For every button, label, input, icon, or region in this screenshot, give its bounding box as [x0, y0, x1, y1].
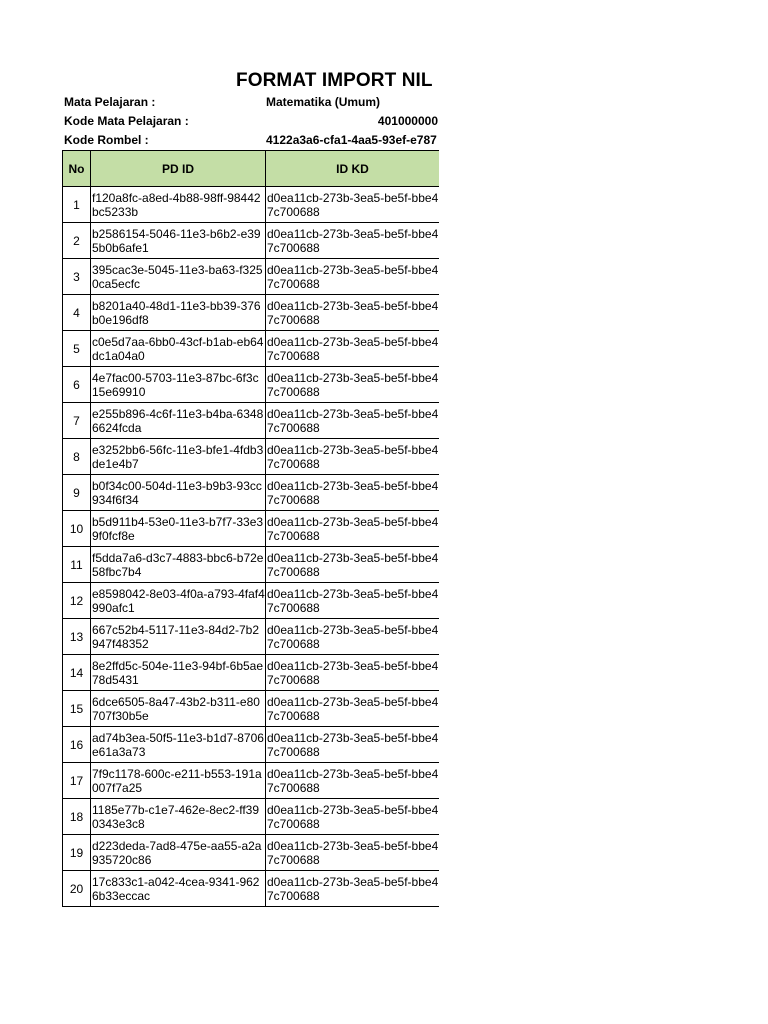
- table-row: [63, 187, 440, 223]
- cell-no: 7: [63, 403, 91, 439]
- cell-no: 1: [63, 187, 91, 223]
- header-pd-id: PD ID: [91, 151, 266, 187]
- cell-pd-id: d223deda-7ad8-475e-aa55-a2a935720c86: [91, 835, 266, 871]
- cell-id-kd: d0ea11cb-273b-3ea5-be5f-bbe47c700688: [266, 295, 440, 331]
- cell-pd-id: 6dce6505-8a47-43b2-b311-e80707f30b5e: [91, 691, 266, 727]
- cell-id-kd: d0ea11cb-273b-3ea5-be5f-bbe47c700688: [266, 223, 440, 259]
- cell-id-kd: d0ea11cb-273b-3ea5-be5f-bbe47c700688: [266, 475, 440, 511]
- table-body: [63, 187, 440, 907]
- cell-pd-id: b5d911b4-53e0-11e3-b7f7-33e39f0fcf8e: [91, 511, 266, 547]
- cell-pd-id: 17c833c1-a042-4cea-9341-9626b33eccac: [91, 871, 266, 907]
- table-row: [63, 619, 440, 655]
- cell-pd-id: 1185e77b-c1e7-462e-8ec2-ff390343e3c8: [91, 799, 266, 835]
- cell-id-kd: d0ea11cb-273b-3ea5-be5f-bbe47c700688: [266, 691, 440, 727]
- cell-no: 19: [63, 835, 91, 871]
- table-row: [63, 547, 440, 583]
- table-row: [63, 835, 440, 871]
- cell-no: 4: [63, 295, 91, 331]
- cell-id-kd: d0ea11cb-273b-3ea5-be5f-bbe47c700688: [266, 655, 440, 691]
- cell-pd-id: 4e7fac00-5703-11e3-87bc-6f3c15e69910: [91, 367, 266, 403]
- cell-no: 2: [63, 223, 91, 259]
- nilai-table: [62, 150, 439, 907]
- cell-id-kd: d0ea11cb-273b-3ea5-be5f-bbe47c700688: [266, 439, 440, 475]
- header-no: No: [63, 151, 91, 187]
- kode-rombel-label: Kode Rombel :: [64, 133, 149, 147]
- table-row: [63, 871, 440, 907]
- table-row: [63, 691, 440, 727]
- cell-id-kd: d0ea11cb-273b-3ea5-be5f-bbe47c700688: [266, 799, 440, 835]
- table-row: [63, 403, 440, 439]
- kode-mapel-value: 401000000: [377, 114, 438, 128]
- cell-id-kd: d0ea11cb-273b-3ea5-be5f-bbe47c700688: [266, 547, 440, 583]
- page-title: FORMAT IMPORT NIL: [236, 70, 433, 91]
- cell-pd-id: 395cac3e-5045-11e3-ba63-f3250ca5ecfc: [91, 259, 266, 295]
- cell-id-kd: d0ea11cb-273b-3ea5-be5f-bbe47c700688: [266, 511, 440, 547]
- table-row: [63, 223, 440, 259]
- table-header-row: [63, 151, 440, 187]
- cell-pd-id: e8598042-8e03-4f0a-a793-4faf4990afc1: [91, 583, 266, 619]
- cell-id-kd: d0ea11cb-273b-3ea5-be5f-bbe47c700688: [266, 259, 440, 295]
- cell-pd-id: f5dda7a6-d3c7-4883-bbc6-b72e58fbc7b4: [91, 547, 266, 583]
- cell-id-kd: d0ea11cb-273b-3ea5-be5f-bbe47c700688: [266, 727, 440, 763]
- cell-no: 16: [63, 727, 91, 763]
- cell-pd-id: c0e5d7aa-6bb0-43cf-b1ab-eb64dc1a04a0: [91, 331, 266, 367]
- header-id-kd: ID KD: [266, 151, 440, 187]
- table-row: [63, 331, 440, 367]
- cell-pd-id: f120a8fc-a8ed-4b88-98ff-98442bc5233b: [91, 187, 266, 223]
- cell-id-kd: d0ea11cb-273b-3ea5-be5f-bbe47c700688: [266, 583, 440, 619]
- table-row: [63, 439, 440, 475]
- cell-id-kd: d0ea11cb-273b-3ea5-be5f-bbe47c700688: [266, 835, 440, 871]
- cell-no: 8: [63, 439, 91, 475]
- table-row: [63, 259, 440, 295]
- cell-no: 13: [63, 619, 91, 655]
- cell-pd-id: b2586154-5046-11e3-b6b2-e395b0b6afe1: [91, 223, 266, 259]
- table-row: [63, 799, 440, 835]
- mapel-value: Matematika (Umum): [266, 95, 381, 109]
- cell-no: 5: [63, 331, 91, 367]
- kode-mapel-label: Kode Mata Pelajaran :: [64, 114, 189, 128]
- cell-no: 17: [63, 763, 91, 799]
- cell-pd-id: ad74b3ea-50f5-11e3-b1d7-8706e61a3a73: [91, 727, 266, 763]
- table-row: [63, 583, 440, 619]
- cell-id-kd: d0ea11cb-273b-3ea5-be5f-bbe47c700688: [266, 331, 440, 367]
- table-row: [63, 655, 440, 691]
- cell-no: 6: [63, 367, 91, 403]
- cell-id-kd: d0ea11cb-273b-3ea5-be5f-bbe47c700688: [266, 619, 440, 655]
- table-row: [63, 367, 440, 403]
- table-row: [63, 727, 440, 763]
- table-row: [63, 475, 440, 511]
- cell-id-kd: d0ea11cb-273b-3ea5-be5f-bbe47c700688: [266, 871, 440, 907]
- cell-no: 15: [63, 691, 91, 727]
- cell-no: 12: [63, 583, 91, 619]
- table-row: [63, 511, 440, 547]
- cell-pd-id: b0f34c00-504d-11e3-b9b3-93cc934f6f34: [91, 475, 266, 511]
- cell-id-kd: d0ea11cb-273b-3ea5-be5f-bbe47c700688: [266, 403, 440, 439]
- cell-no: 14: [63, 655, 91, 691]
- cell-id-kd: d0ea11cb-273b-3ea5-be5f-bbe47c700688: [266, 763, 440, 799]
- cell-no: 9: [63, 475, 91, 511]
- cell-pd-id: 8e2ffd5c-504e-11e3-94bf-6b5ae78d5431: [91, 655, 266, 691]
- cell-no: 20: [63, 871, 91, 907]
- cell-pd-id: e3252bb6-56fc-11e3-bfe1-4fdb3de1e4b7: [91, 439, 266, 475]
- cell-no: 11: [63, 547, 91, 583]
- cell-pd-id: 667c52b4-5117-11e3-84d2-7b2947f48352: [91, 619, 266, 655]
- kode-rombel-value: 4122a3a6-cfa1-4aa5-93ef-e787: [266, 133, 437, 147]
- cell-no: 10: [63, 511, 91, 547]
- cell-id-kd: d0ea11cb-273b-3ea5-be5f-bbe47c700688: [266, 367, 440, 403]
- cell-no: 18: [63, 799, 91, 835]
- cell-pd-id: 7f9c1178-600c-e211-b553-191a007f7a25: [91, 763, 266, 799]
- table-row: [63, 763, 440, 799]
- cell-no: 3: [63, 259, 91, 295]
- cell-pd-id: b8201a40-48d1-11e3-bb39-376b0e196df8: [91, 295, 266, 331]
- mapel-label: Mata Pelajaran :: [64, 95, 156, 109]
- cell-id-kd: d0ea11cb-273b-3ea5-be5f-bbe47c700688: [266, 187, 440, 223]
- cell-pd-id: e255b896-4c6f-11e3-b4ba-63486624fcda: [91, 403, 266, 439]
- table-row: [63, 295, 440, 331]
